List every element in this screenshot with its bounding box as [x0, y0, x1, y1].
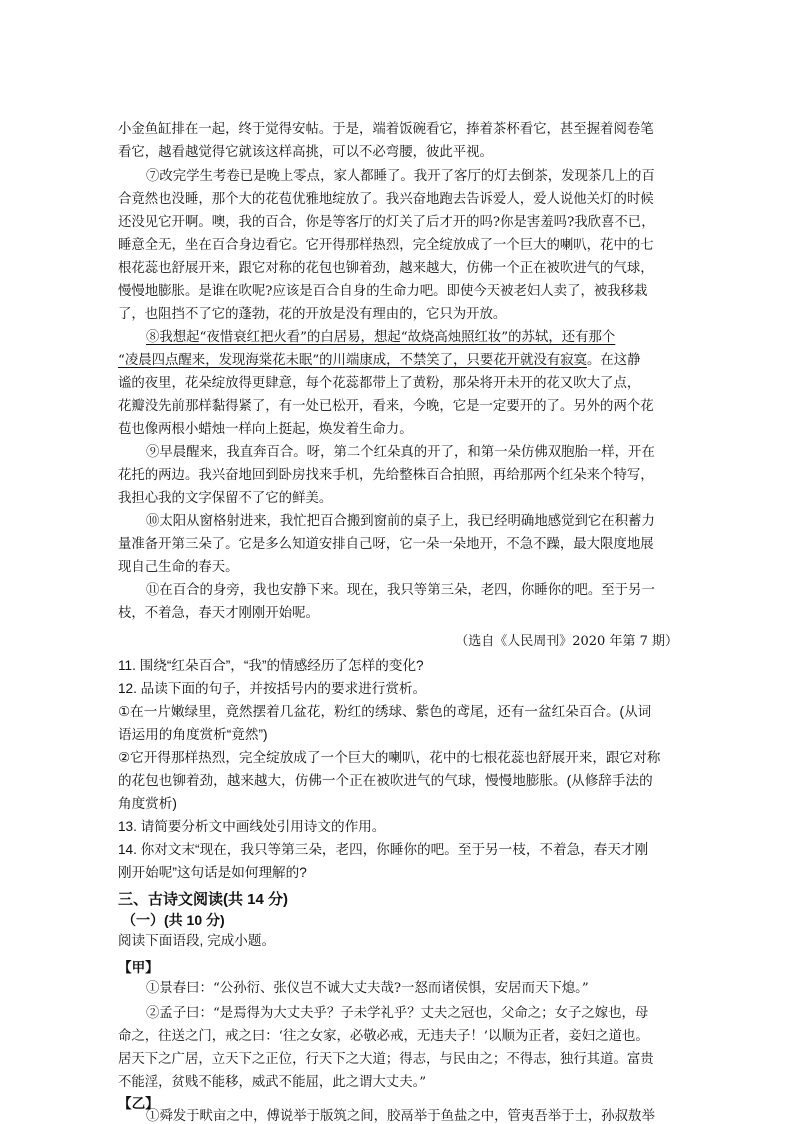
- source-citation: （选自《人民周刊》2020 年第 7 期）: [455, 634, 678, 649]
- paragraph-10-line: 量准备开第三朵了。它是多么知道安排自己呀，它一朵一朵地开，不急不躁，最大限度地展: [118, 537, 654, 552]
- question-11: 11. 围绕“红朵百合”，“我”的情感经历了怎样的变化?: [118, 658, 424, 673]
- paragraph-9-line: 花托的两边。我兴奋地回到卧房找来手机，先给整株百合拍照，再给那两个红朵来个特写，: [118, 468, 654, 483]
- question-12-item-2: ②它开得那样热烈，完全绽放成了一个巨大的喇叭，花中的七根花蕊也舒展开来，跟它对称: [118, 750, 661, 765]
- question-12-item-1: 语运用的角度赏析“竟然”): [118, 727, 268, 742]
- subsection-heading: （一）(共 10 分): [122, 912, 225, 928]
- passage-jia-line: 命之，往送之门，戒之曰：‘往之女家，必敬必戒，无违夫子！’以顺为正者，妾妇之道也。: [118, 1029, 649, 1044]
- paragraph-line: 小金鱼缸排在一起，终于觉得安帖。于是，端着饭碗看它，捧着茶杯看它，甚至握着阅卷笔: [118, 122, 654, 137]
- paragraph-7-line: 还没见它开啊。噢，我的百合，你是等客厅的灯关了后才开的吗?你是害羞吗?我欣喜不已，: [118, 215, 655, 230]
- paragraph-text: 。在这静: [586, 353, 641, 368]
- paragraph-7-line: 根花蕊也舒展开来，跟它对称的花包也铆着劲，越来越大，仿佛一个正在被吹进气的气球，: [118, 261, 654, 276]
- paragraph-8-line: 谧的夜里，花朵绽放得更肆意，每个花蕊都带上了黄粉，那朵将开未开的花又吹大了点，: [118, 376, 641, 391]
- paragraph-7-line: 慢慢地膨胀。是谁在吹呢?应该是百合自身的生命力吧。即使今天被老妇人卖了，被我移栽: [118, 284, 648, 299]
- paragraph-8-line: 花瓣没先前那样黏得紧了，有一处已松开，看来，今晚，它是一定要开的了。另外的两个花: [118, 399, 654, 414]
- paragraph-10-line: ⑩太阳从窗格射进来，我忙把百合搬到窗前的桌子上，我已经明确地感觉到它在积蓄力: [146, 514, 655, 529]
- paragraph-7-line: 睡意全无，坐在百合身边看它。它开得那样热烈，完全绽放成了一个巨大的喇叭，花中的七: [118, 238, 654, 253]
- question-14: 刚开始呢”这句话是如何理解的?: [118, 865, 307, 880]
- paragraph-7-line: 了，也阻挡不了它的蓬勃，花的开放是没有理由的，它只为开放。: [118, 307, 507, 322]
- passage-jia-line: ②孟子曰：“是焉得为大丈夫乎？子未学礼乎？丈夫之冠也，父命之；女子之嫁也，母: [146, 1006, 649, 1021]
- section-heading: 三、古诗文阅读(共 14 分): [118, 891, 289, 908]
- paragraph-7-line: 合竟然也没睡，那个大的花苞优雅地绽放了。我兴奋地跑去告诉爱人，爱人说他关灯的时候: [118, 192, 654, 207]
- underlined-quote: ⑧我想起“夜惜衰红把火看”的白居易，想起“故烧高烛照红妆”的苏轼，还有那个: [146, 330, 616, 345]
- paragraph-line: 看它，越看越觉得它就该这样高挑，可以不必弯腰，彼此平视。: [118, 145, 493, 160]
- paragraph-9-line: 我担心我的文字保留不了它的鲜美。: [118, 491, 333, 506]
- question-12: 12. 品读下面的句子，并按括号内的要求进行赏析。: [118, 681, 427, 696]
- instruction-text: 阅读下面语段, 完成小题。: [118, 933, 276, 948]
- paragraph-7-line: ⑦改完学生考卷已是晚上零点，家人都睡了。我开了客厅的灯去倒茶，发现茶几上的百: [146, 169, 655, 184]
- paragraph-8-line: [146, 327, 678, 349]
- question-13: 13. 请简要分析文中画线处引用诗文的作用。: [118, 819, 386, 834]
- passage-yi-line: ①舜发于畎亩之中，傅说举于版筑之间，胶鬲举于鱼盐之中，管夷吾举于士，孙叔敖举: [146, 1109, 655, 1124]
- question-12-item-2: 角度赏析): [118, 796, 177, 811]
- underlined-quote: “凌晨四点醒来，发现海棠花未眠”的川端康成，不禁笑了，只要花开就没有寂寞: [118, 353, 587, 368]
- paragraph-11-line: 枝，不着急，春天才刚刚开始呢。: [118, 606, 319, 621]
- paragraph-8-line: [118, 350, 678, 372]
- question-12-item-1: ①在一片嫩绿里，竟然摆着几盆花，粉红的绣球、紫色的鸢尾，还有一盆红朵百合。(从词: [118, 704, 652, 719]
- paragraph-10-line: 现自己生命的春天。: [118, 560, 239, 575]
- paragraph-11-line: ⑪在百合的身旁，我也安静下来。现在，我只等第三朵，老四，你睡你的吧。至于另一: [146, 583, 655, 598]
- passage-label-jia: 【甲】: [118, 960, 159, 975]
- passage-jia-line: 居天下之广居，立天下之正位，行天下之大道；得志，与民由之；不得志，独行其道。富贵: [118, 1052, 654, 1067]
- paragraph-9-line: ⑨早晨醒来，我直奔百合。呀，第二个红朵真的开了，和第一朵仿佛双胞胎一样，开在: [146, 445, 655, 460]
- passage-label-yi: 【乙】: [118, 1096, 159, 1111]
- passage-jia-line: ①景春曰：“公孙衍、张仪岂不诚大丈夫哉?一怒而诸侯惧，安居而天下熄。”: [146, 981, 589, 996]
- question-14: 14. 你对文末“现在，我只等第三朵，老四，你睡你的吧。至于另一枝，不着急，春天才刚: [118, 842, 649, 857]
- paragraph-8-line: 苞也像两根小蜡烛一样向上挺起，焕发着生命力。: [118, 422, 413, 437]
- passage-jia-line: 不能淫，贫贱不能移，威武不能屈，此之谓大丈夫。”: [118, 1075, 427, 1090]
- question-12-item-2: 的花包也铆着劲，越来越大，仿佛一个正在被吹进气的气球，慢慢地膨胀。(从修辞手法的: [118, 773, 653, 788]
